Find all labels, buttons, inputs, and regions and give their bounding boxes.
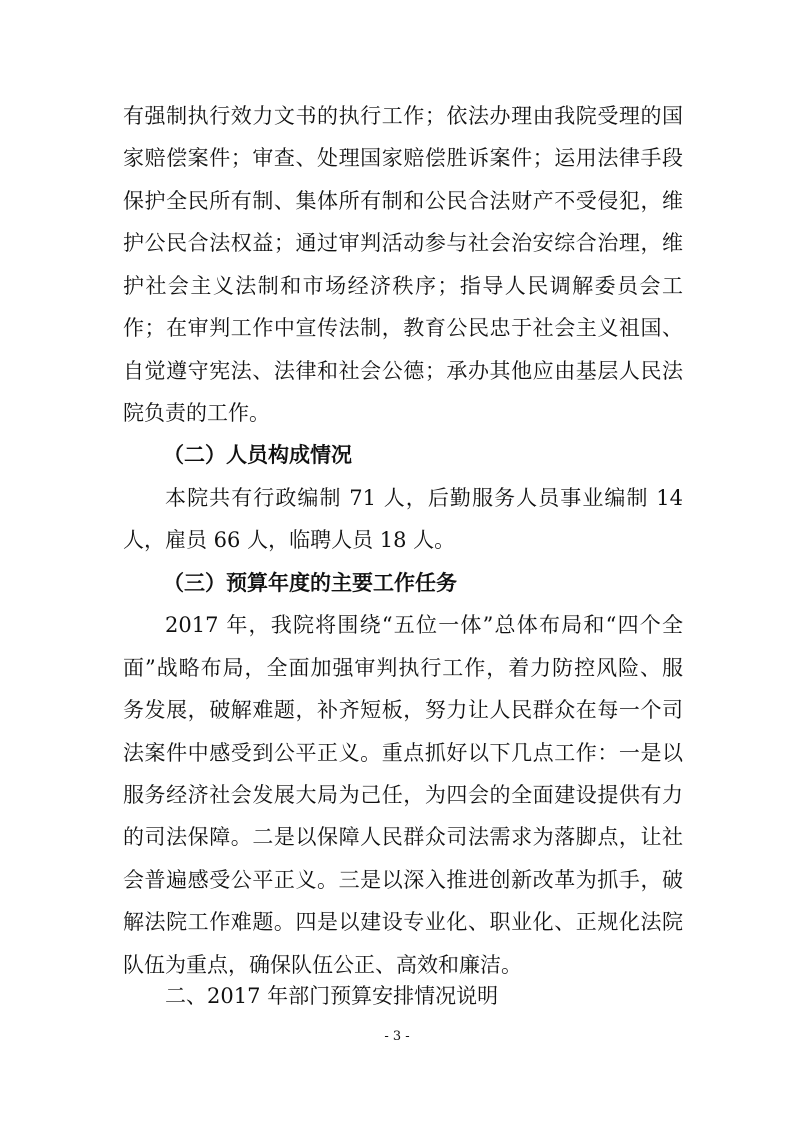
paragraph-line: 保护全民所有制、集体所有制和公民合法财产不受侵犯，维 bbox=[123, 189, 683, 213]
paragraph-line: 解法院工作难题。四是以建设专业化、职业化、正规化法院 bbox=[123, 910, 683, 934]
paragraph-line: 务发展，破解难题，补齐短板，努力让人民群众在每一个司 bbox=[123, 698, 683, 722]
paragraph-line: 护社会主义法制和市场经济秩序；指导人民调解委员会工 bbox=[123, 274, 683, 298]
paragraph-line: 会普遍感受公平正义。三是以深入推进创新改革为抓手，破 bbox=[123, 868, 683, 892]
paragraph-line: 家赔偿案件；审查、处理国家赔偿胜诉案件；运用法律手段 bbox=[123, 146, 683, 170]
paragraph-line: 服务经济社会发展大局为己任，为四会的全面建设提供有力 bbox=[123, 783, 683, 807]
paragraph-line: 队伍为重点，确保队伍公正、高效和廉洁。 bbox=[123, 953, 522, 977]
paragraph-line: 人，雇员 66 人，临聘人员 18 人。 bbox=[123, 528, 456, 552]
paragraph-line: 法案件中感受到公平正义。重点抓好以下几点工作：一是以 bbox=[123, 741, 683, 765]
paragraph-line: 本院共有行政编制 71 人，后勤服务人员事业编制 14 bbox=[165, 486, 683, 510]
section-heading-staffing: （二）人员构成情况 bbox=[163, 443, 352, 467]
paragraph-line: 作；在审判工作中宣传法制，教育公民忠于社会主义祖国、 bbox=[123, 316, 683, 340]
section-heading-tasks: （三）预算年度的主要工作任务 bbox=[163, 571, 457, 595]
part-title-budget: 二、2017 年部门预算安排情况说明 bbox=[165, 984, 499, 1008]
paragraph-line: 2017 年，我院将围绕“五位一体”总体布局和“四个全 bbox=[165, 613, 683, 637]
paragraph-line: 自觉遵守宪法、法律和社会公德；承办其他应由基层人民法 bbox=[123, 359, 683, 383]
paragraph-line: 护公民合法权益；通过审判活动参与社会治安综合治理，维 bbox=[123, 231, 683, 255]
paragraph-line: 院负责的工作。 bbox=[123, 401, 270, 425]
paragraph-line: 面”战略布局，全面加强审判执行工作，着力防控风险、服 bbox=[123, 656, 683, 680]
paragraph-line: 的司法保障。二是以保障人民群众司法需求为落脚点，让社 bbox=[123, 825, 683, 849]
page-number: - 3 - bbox=[384, 1029, 410, 1044]
paragraph-line: 有强制执行效力文书的执行工作；依法办理由我院受理的国 bbox=[123, 104, 683, 128]
